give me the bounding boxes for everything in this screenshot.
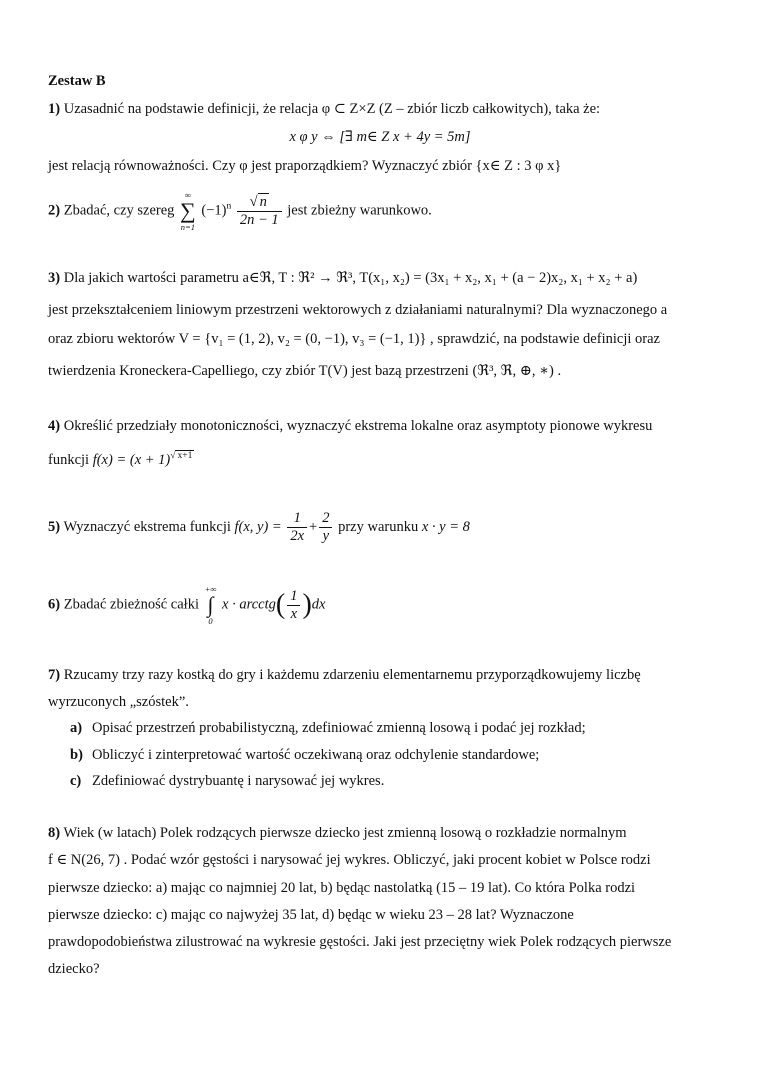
differential: dx: [311, 596, 326, 613]
item-label: c): [70, 773, 82, 789]
problem-8-line-6: dziecko?: [48, 961, 100, 977]
integrand: x · arcctg: [222, 596, 276, 613]
list-item: [70, 773, 384, 790]
fraction-2-denominator: y: [322, 528, 330, 544]
problem-7-text: Rzucamy trzy razy kostką do gry i każdemu zdarzeniu elementarnemu przyporządkowujemy liczbę: [63, 667, 641, 683]
item-label: b): [70, 747, 83, 763]
problem-6-number: 6): [48, 596, 61, 613]
problem-8-line-1: [48, 825, 627, 842]
problem-7-line-1: [48, 667, 641, 684]
item-text: Obliczyć i zinterpretować wartość oczekiwaną oraz odchylenie standardowe;: [92, 747, 540, 763]
problem-8-line-2: f ∈ N(26, 7) . Podać wzór gęstości i narysować jej wykres. Obliczyć, jaki procent kobiet w Polsce rodzi: [48, 852, 651, 868]
fraction-1: [287, 510, 307, 545]
problem-1-number: 1): [48, 101, 61, 117]
problem-5-pre: Wyznaczyć ekstrema funkcji: [63, 518, 231, 535]
item-label: a): [70, 720, 83, 736]
problem-4-text: Określić przedziały monotoniczności, wyznaczyć ekstrema lokalne oraz asymptoty pionowe wykresu: [63, 418, 653, 434]
problem-5-number: 5): [48, 518, 61, 535]
fraction-denominator: 2n − 1: [239, 212, 279, 228]
sum-term: (−1): [201, 202, 227, 219]
integrand-fraction: [287, 588, 300, 623]
sum-lower-limit: n=1: [180, 222, 196, 232]
problem-4-line-2: funkcji $f(x) = (x + 1)^{√ x+1}$: [48, 451, 193, 468]
sum-upper-limit: ∞: [184, 190, 191, 200]
problem-2: [48, 190, 432, 232]
problem-6-pre: Zbadać zbieżność całki: [63, 596, 199, 613]
problem-4-exponent: x+1: [177, 451, 193, 461]
problem-5-condition: x · y = 8: [421, 518, 470, 535]
problem-6: 6) Zbadać zbieżność całki +∞ ∫ 0 x · arcctg( $\frac{1}{x}$ )dx: [48, 584, 326, 626]
problem-3-line-2: jest przekształceniem liniowym przestrzeni wektorowych z działaniami naturalnymi? Dla wyznaczonego a: [48, 302, 668, 318]
problem-2-number: 2): [48, 202, 61, 219]
fraction-1-numerator: 1: [287, 510, 307, 528]
fraction-2: [319, 510, 332, 545]
plus-sign: +: [309, 518, 318, 535]
integral-upper-limit: +∞: [204, 584, 217, 594]
item-text: Opisać przestrzeń probabilistyczną, zdefiniować zmienną losową i podać jej rozkład;: [92, 720, 586, 736]
problem-5-function: f(x, y) =: [234, 518, 282, 535]
fraction-2-numerator: 2: [319, 510, 332, 528]
problem-3-text: Dla jakich wartości parametru a∈ℜ, T : ℜ² → ℜ³, T(x₁, x₂) = (3x₁ + x₂, x₁ + (a − 2)x₂, x₁ + x₂ + a): [63, 270, 638, 286]
problem-8-line-5: prawdopodobieństwa zilustrować na wykresie gęstości. Jaki jest przeciętny wiek Polek rodzących pierwsze: [48, 934, 672, 950]
problem-3-line-1: [48, 270, 637, 287]
integral-lower-limit: 0: [208, 616, 213, 626]
problem-3-number: 3): [48, 270, 61, 286]
problem-1-text: Uzasadnić na podstawie definicji, że relacja φ ⊂ Z×Z (Z – zbiór liczb całkowitych), taka że:: [63, 101, 601, 117]
problem-5: [48, 510, 470, 545]
problem-5-post: przy warunku: [338, 518, 419, 535]
integrand-denominator: x: [290, 605, 298, 622]
sum-term-exponent: n: [226, 201, 232, 212]
sum-symbol: [180, 190, 196, 232]
problem-3-line-3: oraz zbioru wektorów V = {v₁ = (1, 2), v₂ = (0, −1), v₃ = (−1, 1)} , sprawdzić, na podstawie definicji oraz: [48, 331, 660, 347]
problem-8-number: 8): [48, 825, 61, 841]
problem-7-line-2: wyrzuconych „szóstek”.: [48, 694, 189, 710]
problem-2-pre: Zbadać, czy szereg: [63, 202, 175, 219]
problem-4-line-1: [48, 418, 652, 435]
integrand-numerator: 1: [287, 588, 300, 606]
problem-8-text: Wiek (w latach) Polek rodzących pierwsze dziecko jest zmienną losową o rozkładzie normalnym: [63, 825, 627, 841]
problem-8-line-3: pierwsze dziecko: a) mając co najmniej 20 lat, b) będąc nastolatką (15 – 19 lat). Co która Polka rodzi: [48, 880, 636, 896]
problem-2-post: jest zbieżny warunkowo.: [287, 202, 432, 219]
problem-4-number: 4): [48, 418, 61, 434]
sigma-icon: ∑: [180, 198, 196, 223]
problem-7-number: 7): [48, 667, 61, 683]
integral-icon: ∫: [207, 592, 214, 617]
series-fraction: $\frac{√ n}{2n - 1}$: [237, 193, 282, 229]
problem-3-line-4: twierdzenia Kroneckera-Capelliego, czy zbiór T(V) jest bazą przestrzeni (ℜ³, ℜ, ⊕, ∗) .: [48, 363, 562, 379]
list-item: [70, 720, 586, 737]
problem-1-line-3: jest relacją równoważności. Czy φ jest praporządkiem? Wyznaczyć zbiór {x∈ Z : 3 φ x}: [48, 158, 562, 174]
fraction-numerator: n: [259, 194, 267, 210]
problem-4-pre: funkcji: [48, 452, 90, 468]
problem-1-line-1: [48, 101, 600, 118]
fraction-1-denominator: 2x: [290, 528, 305, 544]
problem-1-formula: x φ y ⇔ [∃ m∈ Z x + 4y = 5m]: [289, 129, 471, 145]
list-item: [70, 747, 539, 764]
integral-symbol: [205, 584, 217, 626]
document-title: Zestaw B: [48, 73, 106, 89]
problem-8-line-4: pierwsze dziecko: c) mając co najwyżej 35 lat, d) będąc w wieku 23 – 28 lat? Wyznaczone: [48, 907, 574, 923]
item-text: Zdefiniować dystrybuantę i narysować jej wykres.: [92, 773, 385, 789]
problem-4-function: f(x) = (x + 1): [92, 452, 171, 468]
